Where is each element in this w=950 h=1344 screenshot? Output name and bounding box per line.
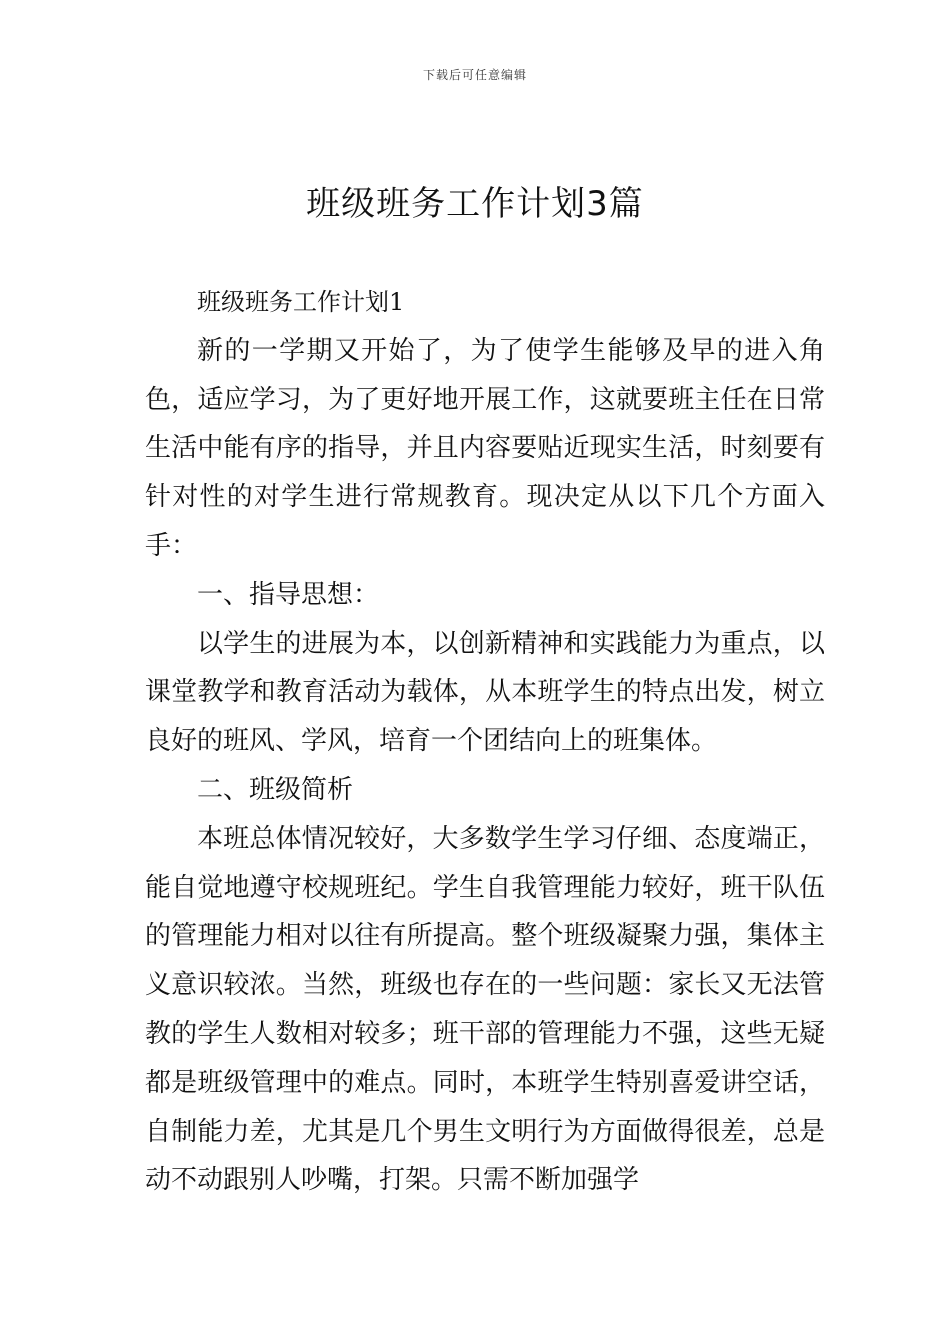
header-note: 下载后可任意编辑 xyxy=(422,68,527,82)
section-heading-class-analysis: 二、班级简析 xyxy=(197,774,354,805)
document-body xyxy=(145,278,825,1205)
paragraph-intro: 新的一学期又开始了，为了使学生能够及早的进入角色，适应学习，为了更好地开展工作，这就要班主任在日常生活中能有序的指导，并且内容要贴近现实生活，时刻要有针对性的对学生进行常规教育。现决定从以下几个方面入手： xyxy=(145,335,825,561)
document-title: 班级班务工作计划3篇 xyxy=(306,184,644,224)
paragraph-guiding-thought: 以学生的进展为本，以创新精神和实践能力为重点，以课堂教学和教育活动为载体，从本班学生的特点出发，树立良好的班风、学风，培育一个团结向上的班集体。 xyxy=(145,628,825,757)
section-heading-plan-1: 班级班务工作计划1 xyxy=(197,288,405,316)
paragraph-class-analysis: 本班总体情况较好，大多数学生学习仔细、态度端正，能自觉地遵守校规班纪。学生自我管理能力较好，班干队伍的管理能力相对以往有所提高。整个班级凝聚力强，集体主义意识较浓。当然，班级也存在的一些问题：家长又无法管教的学生人数相对较多；班干部的管理能力不强，这些无疑都是班级管理中的难点。同时，本班学生特别喜爱讲空话，自制能力差，尤其是几个男生文明行为方面做得很差，总是动不动跟别人吵嘴，打架。只需不断加强学 xyxy=(145,823,825,1196)
section-heading-guiding-thought: 一、指导思想： xyxy=(197,579,380,610)
